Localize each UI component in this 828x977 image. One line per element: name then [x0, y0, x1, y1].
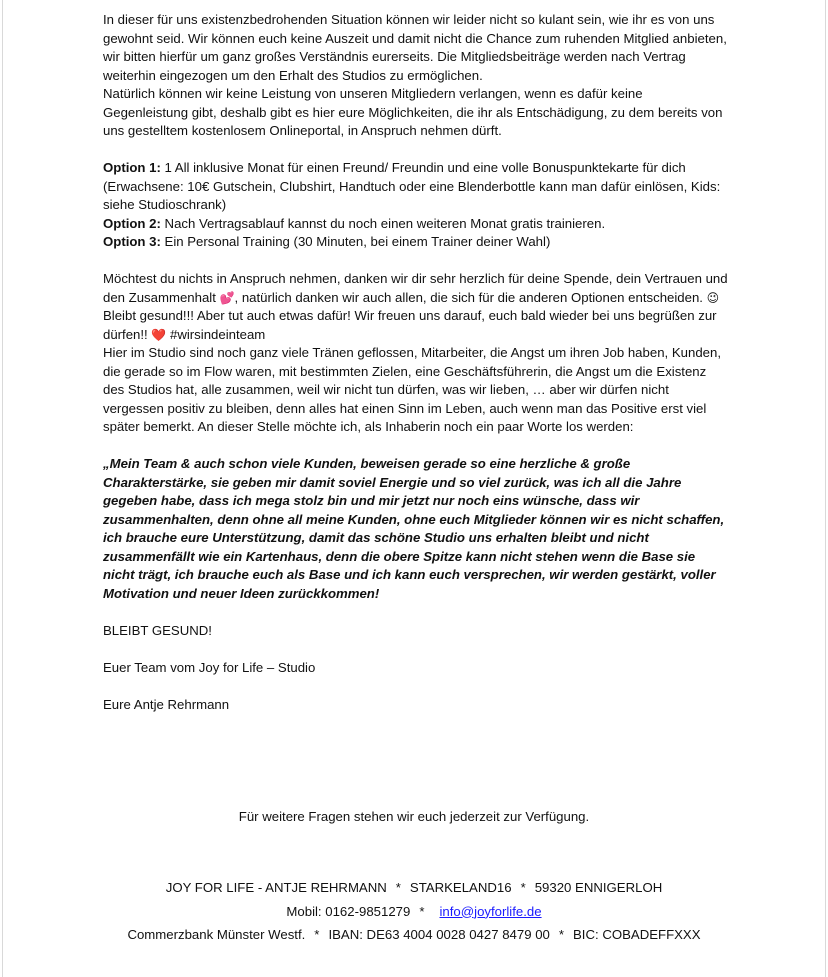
- footer-address-line: [0, 876, 828, 900]
- bank-name: Commerzbank Münster Westf.: [127, 927, 306, 942]
- street: STARKELAND16: [409, 880, 512, 895]
- option-1: [103, 159, 728, 215]
- iban: IBAN: DE63 4004 0028 0427 8479 00: [328, 927, 550, 942]
- option-3-label: Option 3:: [103, 234, 161, 249]
- hashtag-text: #wirsindeinteam: [166, 326, 266, 342]
- separator: *: [419, 903, 425, 919]
- company-name: JOY FOR LIFE - ANTJE REHRMANN: [165, 880, 387, 895]
- closing-team: Euer Team vom Joy for Life – Studio: [103, 659, 316, 675]
- option-2: [103, 215, 728, 234]
- option-1-text: 1 All inklusive Monat für einen Freund/ Freundin und eine volle Bonuspunktekarte für dich (Erwachsene: 10€ Gutschein, Clubshirt, Handtuch oder eine Blenderbottle kann man dafür einlösen, Kids: siehe Studioschrank): [103, 160, 721, 212]
- thanks-text-a: Möchtest du nichts in Anspruch nehmen, danken wir dir sehr herzlich für deine Spende, dein Vertrauen und den Zusammenhalt: [103, 271, 728, 305]
- paragraph-compensation: Natürlich können wir keine Leistung von unseren Mitgliedern verlangen, wenn es dafür keine Gegenleistung gibt, deshalb gibt es hier eure Möglichkeiten, die ihr als Entschädigung, zu dem bereits von uns gestelltem kostenlosem Onlineportal, in Anspruch nehmen dürft.: [103, 86, 723, 138]
- paragraph-situation: In dieser für uns existenzbedrohenden Situation können wir leider nicht so kulant sein, wie ihr es von uns gewohnt seid. Wir können euch keine Auszeit und damit nicht die Chance zum ruhenden Mitglied anbieten, wir bitten hierfür um ganz großes Verständnis eurerseits. Die Mitgliedsbeiträge werden nach Vertrag weiterhin eingezogen um den Erhalt des Studios zu ermöglichen.: [103, 12, 727, 83]
- separator: *: [395, 880, 401, 895]
- footer-bank-line: [0, 923, 828, 947]
- thanks-text-b: , natürlich danken wir auch allen, die sich für die anderen Optionen entscheiden.: [234, 289, 707, 305]
- closing-signature: Eure Antje Rehrmann: [103, 696, 230, 712]
- stay-healthy-text-a: Bleibt gesund!!! Aber tut auch etwas dafür! Wir freuen uns darauf, euch bald wieder bei uns begrüßen zur dürfen!!: [103, 308, 717, 342]
- option-2-text: Nach Vertragsablauf kannst du noch einen weiteren Monat gratis trainieren.: [160, 215, 606, 231]
- footer-contact: [0, 876, 828, 947]
- paragraph-stay-healthy: [103, 307, 728, 344]
- option-3-text: Ein Personal Training (30 Minuten, bei einem Trainer deiner Wahl): [160, 234, 551, 249]
- heart-emoji-icon: ❤️: [151, 327, 167, 342]
- footer-contact-line: [0, 900, 828, 924]
- option-3: [103, 233, 728, 252]
- page-edge-left: [2, 0, 3, 977]
- owner-quote: „Mein Team & auch schon viele Kunden, beweisen gerade so eine herzliche & große Charakterstärke, sie geben mir damit soviel Energie und so viel zurück, was ich all die Jahre gegeben habe, dass ich mega stolz bin und mir jetzt nur noch eins wünsche, dass wir zusammenhalten, denn ohne all meine Kunden, ohne euch Mitglieder können wir es nicht schaffen, ich brauche eure Unterstützung, damit das schöne Studio uns erhalten bleibt und nicht zusammenfällt wie ein Kartenhaus, denn die obere Spitze kann nicht stehen wenn die Base sie nicht trägt, ich brauche euch als Base und ich kann euch versprechen, wir werden gestärkt, voller Motivation und neuer Ideen zurückkommen!: [103, 456, 725, 601]
- bic: BIC: COBADEFFXXX: [573, 927, 701, 942]
- email-link[interactable]: info@joyforlife.de: [439, 903, 542, 919]
- option-2-label: Option 2:: [103, 215, 161, 231]
- city: 59320 ENNIGERLOH: [534, 880, 663, 895]
- separator: *: [314, 927, 320, 942]
- hearts-emoji-icon: 💕: [219, 290, 235, 305]
- page-edge-right: [825, 0, 826, 977]
- separator: *: [558, 927, 565, 942]
- paragraph-studio: Hier im Studio sind noch ganz viele Tränen geflossen, Mitarbeiter, die Angst um ihren Job haben, Kunden, die gerade so im Flow waren, mit bestimmten Zielen, eine Geschäftsführerin, die Angst um die Existenz des Studios hat, alle zusammen, weil wir nicht tun dürfen, was wir lieben, … aber wir dürfen nicht vergessen positiv zu bleiben, denn alles hat einen Sinn im Leben, auch wenn man das Positive erst viel später bemerkt. An dieser Stelle möchte ich, als Inhaberin noch ein paar Worte los werden:: [103, 345, 721, 434]
- closing-stay-healthy: BLEIBT GESUND!: [103, 622, 212, 638]
- letter-body: [103, 11, 728, 714]
- separator: *: [520, 880, 526, 895]
- footer-questions: Für weitere Fragen stehen wir euch jederzeit zur Verfügung.: [238, 809, 590, 824]
- paragraph-thanks: [103, 270, 728, 307]
- option-1-label: Option 1:: [103, 160, 161, 175]
- wink-emoji-icon: 😉: [706, 290, 720, 305]
- mobile-number: Mobil: 0162-9851279: [286, 903, 411, 919]
